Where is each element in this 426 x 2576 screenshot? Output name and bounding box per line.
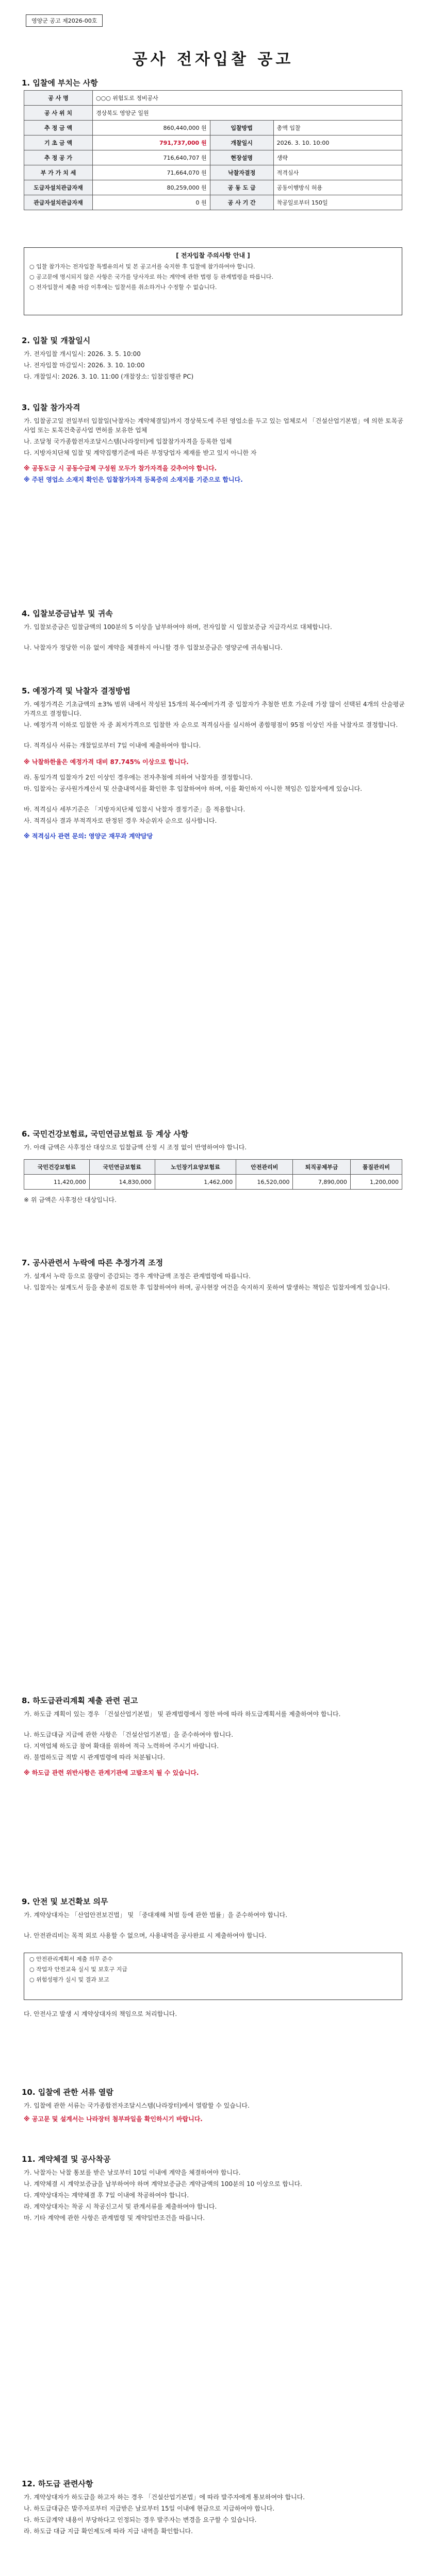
section4-line: 가. 입찰보증금은 입찰금액의 100분의 5 이상을 납부하여야 하며, 전자입찰 시 입찰보증금 지급각서로 대체합니다. bbox=[24, 623, 332, 631]
safety-box-line: ○ 작업자 안전교육 실시 및 보호구 지급 bbox=[29, 1966, 127, 1973]
section8-line: 나. 하도급대금 지급에 관한 사항은 「건설산업기본법」을 준수하여야 합니다. bbox=[24, 1731, 234, 1738]
section1-heading: 1. 입찰에 부치는 사항 bbox=[22, 78, 98, 88]
notice-box-title: [ 전자입찰 주의사항 안내 ] bbox=[176, 252, 250, 259]
section8-heading: 8. 하도급관리계획 제출 관련 권고 bbox=[22, 1696, 138, 1705]
table-value: 생략 bbox=[273, 150, 402, 165]
table-row bbox=[24, 150, 402, 165]
table-label: 도급자설치관급자재 bbox=[24, 180, 93, 195]
section3-heading: 3. 입찰 참가자격 bbox=[22, 403, 80, 412]
section3-line: 나. 조달청 국가종합전자조달시스템(나라장터)에 입찰참가자격을 등록한 업체 bbox=[24, 438, 232, 445]
section12-line: 다. 하도급계약 내용이 부당하다고 인정되는 경우 발주자는 변경을 요구할 수 있습니다. bbox=[24, 2516, 257, 2523]
section10-line: 가. 입찰에 관한 서류는 국가종합전자조달시스템(나라장터)에서 열람할 수 있습니다. bbox=[24, 2102, 250, 2109]
table-label: 현장설명 bbox=[210, 150, 273, 165]
table-cell: 11,420,000 bbox=[24, 1175, 90, 1190]
table-row bbox=[24, 91, 402, 106]
table-cell: 1,462,000 bbox=[155, 1175, 236, 1190]
section12-line: 나. 하도급대금은 발주자로부터 지급받은 날로부터 15일 이내에 현금으로 지급하여야 합니다. bbox=[24, 2505, 275, 2512]
section5-line: 마. 입찰자는 공사원가계산서 및 산출내역서를 확인한 후 입찰하여야 하며, 이를 확인하지 아니한 책임은 입찰자에게 있습니다. bbox=[24, 785, 363, 792]
section5-line: 바. 적격심사 세부기준은 「지방자치단체 입찰시 낙찰자 결정기준」을 적용합니다. bbox=[24, 806, 245, 813]
table-header-row bbox=[24, 1160, 402, 1175]
section7-line: 가. 설계서 누락 등으로 물량이 증감되는 경우 계약금액 조정은 관계법령에 따릅니다. bbox=[24, 1273, 251, 1280]
section9-line: 나. 안전관리비는 목적 외로 사용할 수 없으며, 사용내역을 공사완료 시 제출하여야 합니다. bbox=[24, 1932, 267, 1939]
section5-line: 나. 예정가격 이하로 입찰한 자 중 최저가격으로 입찰한 자 순으로 적격심사를 실시하여 종합평점이 95점 이상인 자를 낙찰자로 결정합니다. bbox=[24, 721, 398, 728]
section11-line: 마. 기타 계약에 관한 사항은 관계법령 및 계약일반조건을 따릅니다. bbox=[24, 2214, 205, 2222]
table-header-cell: 국민연금보험료 bbox=[89, 1160, 155, 1175]
table-cell: 1,200,000 bbox=[350, 1175, 402, 1190]
notice-box-line: ○ 공고문에 명시되지 않은 사항은 국가를 당사자로 하는 계약에 관한 법령 등 관계법령을 따릅니다. bbox=[29, 274, 273, 280]
table-row bbox=[24, 106, 402, 121]
notice-number: 영양군 공고 제2026-00호 bbox=[26, 14, 103, 27]
table-label: 공 사 위 치 bbox=[24, 106, 93, 121]
table-value: 860,440,000 원 bbox=[93, 121, 210, 135]
table-row bbox=[24, 165, 402, 180]
table-row bbox=[24, 180, 402, 195]
section5-note: ※ 적격심사 관련 문의: 영양군 재무과 계약담당 bbox=[24, 833, 153, 840]
section11-heading: 11. 계약체결 및 공사착공 bbox=[22, 2155, 111, 2164]
table-value: 총액 입찰 bbox=[273, 121, 402, 135]
safety-box bbox=[24, 1953, 402, 2000]
table-header-cell: 국민건강보험료 bbox=[24, 1160, 90, 1175]
section2-heading: 2. 입찰 및 개찰일시 bbox=[22, 336, 91, 345]
page-title: 공사 전자입찰 공고 bbox=[132, 50, 294, 69]
section11-line: 라. 계약상대자는 착공 시 착공신고서 및 관계서류를 제출하여야 합니다. bbox=[24, 2203, 217, 2210]
section5-line: 라. 동일가격 입찰자가 2인 이상인 경우에는 전자추첨에 의하여 낙찰자를 결정합니다. bbox=[24, 774, 253, 781]
section7-line: 나. 입찰자는 설계도서 등을 충분히 검토한 후 입찰하여야 하며, 공사현장 여건을 숙지하지 못하여 발생하는 책임은 입찰자에게 있습니다. bbox=[24, 1284, 390, 1291]
insurance-table bbox=[24, 1159, 402, 1190]
section7-heading: 7. 공사관련서 누락에 따른 추정가격 조정 bbox=[22, 1258, 163, 1267]
section11-line: 가. 낙찰자는 낙찰 통보를 받은 날로부터 10일 이내에 계약을 체결하여야 합니다. bbox=[24, 2169, 241, 2176]
table-cell: 7,890,000 bbox=[293, 1175, 350, 1190]
section3-warning: ※ 공동도급 시 공동수급체 구성원 모두가 참가자격을 갖추어야 합니다. bbox=[24, 465, 217, 472]
notice-box bbox=[24, 247, 402, 315]
table-label: 공 사 명 bbox=[24, 91, 93, 106]
section8-warning: ※ 하도급 관련 위반사항은 관계기관에 고발조치 될 수 있습니다. bbox=[24, 1769, 199, 1776]
table-label: 추 정 금 액 bbox=[24, 121, 93, 135]
table-row bbox=[24, 135, 402, 150]
table-header-cell: 노인장기요양보험료 bbox=[155, 1160, 236, 1175]
table-value: ○○○ 위험도로 정비공사 bbox=[93, 91, 402, 106]
section9-line: 가. 계약상대자는 「산업안전보건법」 및 「중대재해 처벌 등에 관한 법률」을 준수하여야 합니다. bbox=[24, 1911, 288, 1919]
section9-heading: 9. 안전 및 보건확보 의무 bbox=[22, 1897, 108, 1906]
table-label: 기 초 금 액 bbox=[24, 135, 93, 150]
table-row bbox=[24, 121, 402, 135]
section5-heading: 5. 예정가격 및 낙찰자 결정방법 bbox=[22, 686, 130, 696]
section2-line: 가. 전자입찰 개시일시: 2026. 3. 5. 10:00 bbox=[24, 350, 141, 358]
notice-box-line: ○ 전자입찰서 제출 마감 이후에는 입찰서를 취소하거나 수정할 수 없습니다. bbox=[29, 284, 217, 291]
table-value: 80,259,000 원 bbox=[93, 180, 210, 195]
section8-line: 라. 불법하도급 적발 시 관계법령에 따라 처분됩니다. bbox=[24, 1754, 165, 1761]
section11-line: 나. 계약체결 시 계약보증금을 납부하여야 하며 계약보증금은 계약금액의 100분의 10 이상으로 합니다. bbox=[24, 2180, 302, 2188]
table-row bbox=[24, 1175, 402, 1190]
section12-line: 가. 계약상대자가 하도급을 하고자 하는 경우 「건설산업기본법」에 따라 발주자에게 통보하여야 합니다. bbox=[24, 2494, 305, 2501]
section9-line: 다. 안전사고 발생 시 계약상대자의 책임으로 처리합니다. bbox=[24, 2010, 177, 2018]
table-label: 공 사 기 간 bbox=[210, 195, 273, 210]
section10-warning: ※ 공고문 및 설계서는 나라장터 첨부파일을 확인하시기 바랍니다. bbox=[24, 2115, 203, 2123]
section2-line: 나. 전자입찰 마감일시: 2026. 3. 10. 10:00 bbox=[24, 362, 145, 369]
section5-line: 사. 적격심사 결과 부적격자로 판정된 경우 차순위자 순으로 심사합니다. bbox=[24, 817, 217, 824]
section11-line: 다. 계약상대자는 계약체결 후 7일 이내에 착공하여야 합니다. bbox=[24, 2192, 189, 2199]
table-value: 716,640,707 원 bbox=[93, 150, 210, 165]
table-label: 부 가 가 치 세 bbox=[24, 165, 93, 180]
section12-heading: 12. 하도급 관련사항 bbox=[22, 2479, 93, 2488]
safety-box-line: ○ 안전관리계획서 제출 의무 준수 bbox=[29, 1956, 113, 1962]
section6-intro: 가. 아래 금액은 사후정산 대상으로 입찰금액 산정 시 조정 없이 반영하여야 합니다. bbox=[24, 1144, 247, 1151]
section2-line: 다. 개찰일시: 2026. 3. 10. 11:00 (개찰장소: 입찰집행관 PC) bbox=[24, 373, 194, 380]
section3-note: ※ 주된 영업소 소재지 확인은 입찰참가자격 등록증의 소재지를 기준으로 합니다. bbox=[24, 476, 243, 483]
table-cell: 14,830,000 bbox=[89, 1175, 155, 1190]
table-header-cell: 퇴직공제부금 bbox=[293, 1160, 350, 1175]
base-amount-value: 791,737,000 원 bbox=[93, 135, 210, 150]
section5-line: 가. 예정가격은 기초금액의 ±3% 범위 내에서 작성된 15개의 복수예비가격 중 입찰자가 추첨한 번호 가운데 가장 많이 선택된 4개의 산술평균가격으로 결정합니다. bbox=[24, 701, 405, 717]
section5-line: 다. 적격심사 서류는 개찰일로부터 7일 이내에 제출하여야 합니다. bbox=[24, 742, 201, 749]
section3-line: 가. 입찰공고일 전일부터 입찰일(낙찰자는 계약체결일)까지 경상북도에 주된 영업소를 두고 있는 업체로서 「건설산업기본법」에 의한 토목공사업 또는 토목건축공사업 면허를 보유한 업체 bbox=[24, 417, 403, 434]
section5-warning: ※ 낙찰하한율은 예정가격 대비 87.745% 이상으로 합니다. bbox=[24, 758, 189, 766]
table-row bbox=[24, 195, 402, 210]
section12-line: 라. 하도급 대금 지급 확인제도에 따라 지급 내역을 확인합니다. bbox=[24, 2528, 193, 2535]
section6-heading: 6. 국민건강보험료, 국민연금보험료 등 계상 사항 bbox=[22, 1129, 189, 1139]
section10-heading: 10. 입찰에 관한 서류 열람 bbox=[22, 2088, 113, 2097]
table-value: 적격심사 bbox=[273, 165, 402, 180]
section4-line: 나. 낙찰자가 정당한 이유 없이 계약을 체결하지 아니할 경우 입찰보증금은 영양군에 귀속됩니다. bbox=[24, 644, 283, 651]
table-value: 공동이행방식 허용 bbox=[273, 180, 402, 195]
table-value: 경상북도 영양군 일원 bbox=[93, 106, 402, 121]
table-value: 71,664,070 원 bbox=[93, 165, 210, 180]
notice-box-line: ○ 입찰 참가자는 전자입찰 특별유의서 및 본 공고서를 숙지한 후 입찰에 참가하여야 합니다. bbox=[29, 263, 255, 270]
table-header-cell: 안전관리비 bbox=[236, 1160, 293, 1175]
section8-line: 다. 지역업체 하도급 참여 확대를 위하여 적극 노력하여 주시기 바랍니다. bbox=[24, 1742, 219, 1750]
table-header-cell: 품질관리비 bbox=[350, 1160, 402, 1175]
table-value: 2026. 3. 10. 10:00 bbox=[273, 135, 402, 150]
safety-box-line: ○ 위험성평가 실시 및 결과 보고 bbox=[29, 1976, 109, 1983]
section4-heading: 4. 입찰보증금납부 및 귀속 bbox=[22, 609, 113, 618]
section3-line: 다. 지방자치단체 입찰 및 계약집행기준에 따른 부정당업자 제재를 받고 있지 아니한 자 bbox=[24, 449, 257, 456]
section8-line: 가. 하도급 계획이 있는 경우 「건설산업기본법」 및 관계법령에서 정한 바에 따라 하도급계획서를 제출하여야 합니다. bbox=[24, 1710, 341, 1718]
table-value: 착공일로부터 150일 bbox=[273, 195, 402, 210]
table-cell: 16,520,000 bbox=[236, 1175, 293, 1190]
table-label: 개찰일시 bbox=[210, 135, 273, 150]
section6-note: ※ 위 금액은 사후정산 대상입니다. bbox=[24, 1196, 117, 1204]
table-label: 입찰방법 bbox=[210, 121, 273, 135]
table-label: 공 동 도 급 bbox=[210, 180, 273, 195]
table-label: 낙찰자결정 bbox=[210, 165, 273, 180]
bid-info-table bbox=[24, 90, 402, 210]
table-label: 관급자설치관급자재 bbox=[24, 195, 93, 210]
table-value: 0 원 bbox=[93, 195, 210, 210]
table-label: 추 정 공 가 bbox=[24, 150, 93, 165]
